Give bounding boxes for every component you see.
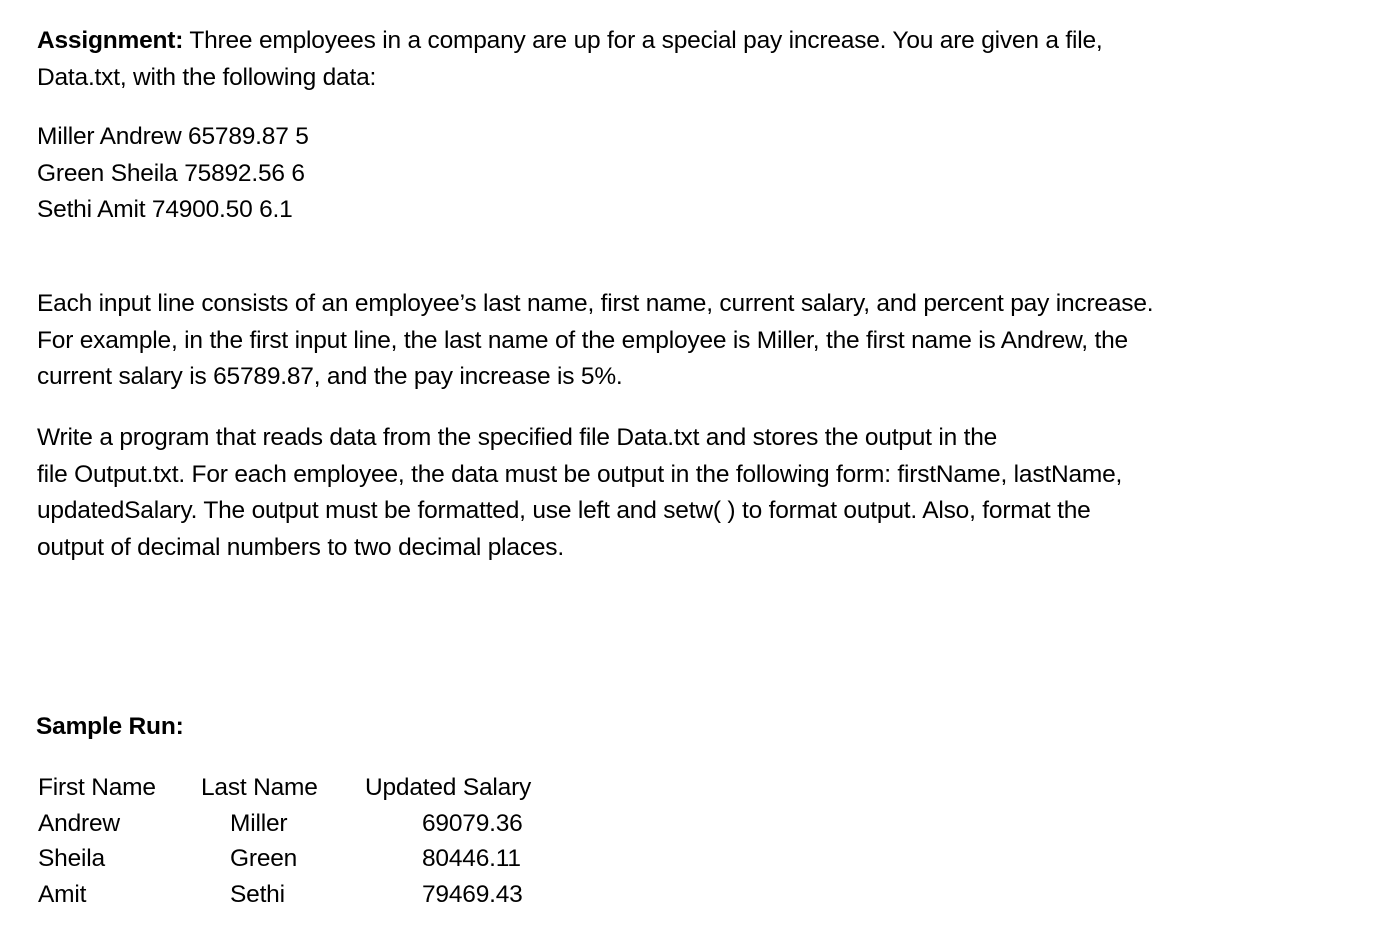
first-name-cell: Andrew <box>38 809 120 837</box>
updated-salary-cell: 69079.36 <box>422 809 523 837</box>
updated-salary-cell: 79469.43 <box>422 880 523 908</box>
intro-line-2: Data.txt, with the following data: <box>37 63 377 91</box>
intro-line-1 <box>37 23 1103 60</box>
task-line: Write a program that reads data from the specified file Data.txt and stores the output in the <box>37 424 998 451</box>
last-name-cell: Sethi <box>230 880 285 908</box>
task-paragraph <box>37 420 1122 566</box>
intro-line-1-text: Three employees in a company are up for a special pay increase. You are given a file, <box>183 27 1103 54</box>
table-header-row <box>38 770 598 806</box>
sample-output-table <box>38 770 598 912</box>
task-line: file Output.txt. For each employee, the data must be output in the following form: firstName, lastName, <box>37 460 1123 488</box>
column-header-last-name: Last Name <box>201 774 318 801</box>
data-line: Sethi Amit 74900.50 6.1 <box>37 196 293 223</box>
sample-run-heading: Sample Run: <box>36 713 184 740</box>
explanation-line: For example, in the first input line, the last name of the employee is Miller, the first name is Andrew, the <box>37 326 1128 354</box>
explanation-paragraph <box>37 286 1153 396</box>
explanation-line: Each input line consists of an employee’s last name, first name, current salary, and percent pay increase. <box>37 290 1154 317</box>
first-name-cell: Amit <box>38 880 87 908</box>
table-row <box>38 877 598 913</box>
explanation-line: current salary is 65789.87, and the pay increase is 5%. <box>37 363 623 390</box>
table-row <box>38 841 598 877</box>
column-header-updated-salary: Updated Salary <box>365 774 532 801</box>
assignment-label: Assignment: <box>37 27 184 54</box>
last-name-cell: Miller <box>230 809 288 837</box>
column-header-first-name: First Name <box>38 774 156 801</box>
first-name-cell: Sheila <box>38 845 105 872</box>
data-file-contents <box>37 119 309 229</box>
task-line: output of decimal numbers to two decimal places. <box>37 533 564 561</box>
data-line: Miller Andrew 65789.87 5 <box>37 123 309 150</box>
table-row <box>38 806 598 842</box>
data-line: Green Sheila 75892.56 6 <box>37 159 305 187</box>
task-line: updatedSalary. The output must be formatted, use left and setw( ) to format output. Also, format the <box>37 497 1091 524</box>
updated-salary-cell: 80446.11 <box>422 845 521 872</box>
last-name-cell: Green <box>230 845 298 872</box>
assignment-intro <box>37 23 1103 96</box>
